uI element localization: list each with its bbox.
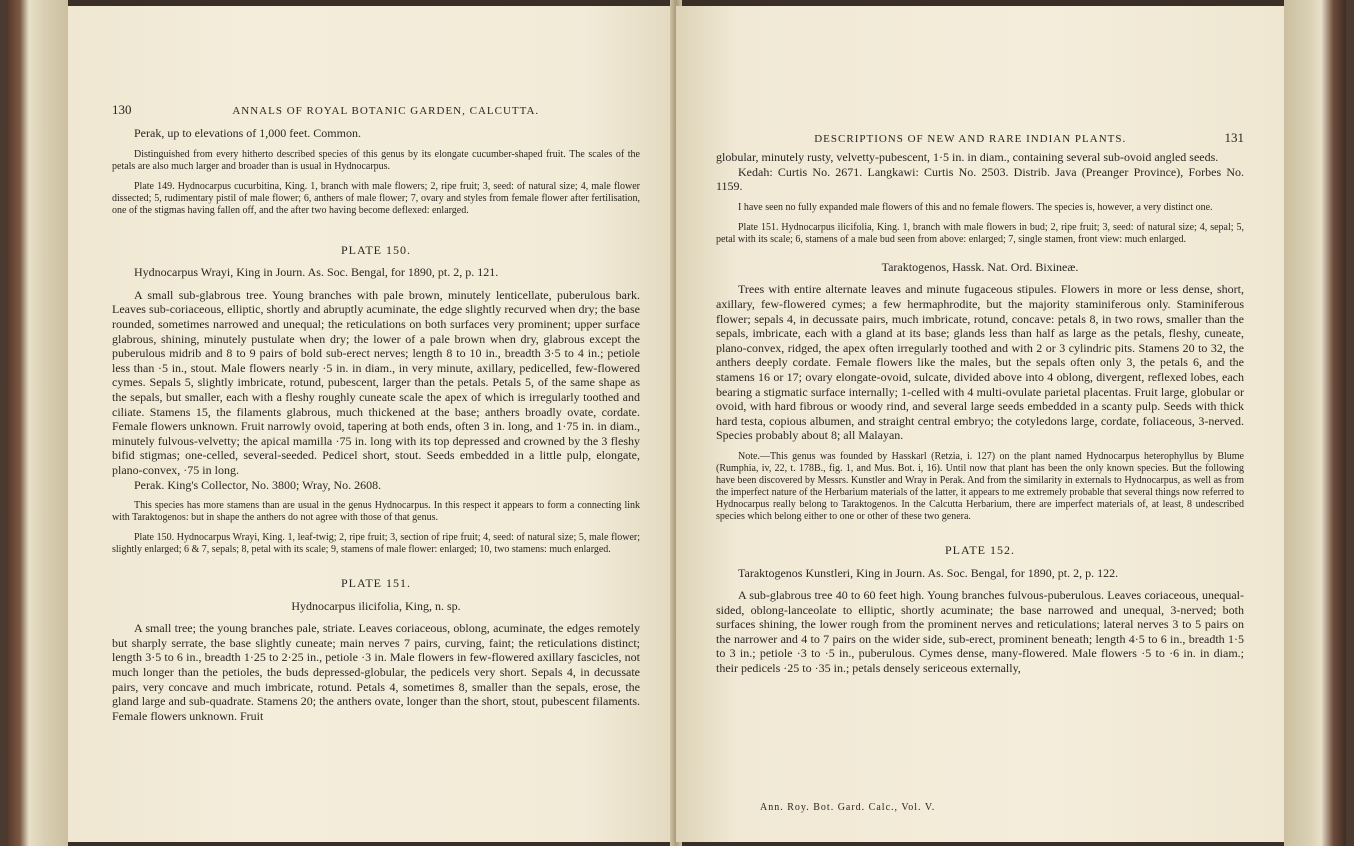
genus-description: Trees with entire alternate leaves and minute fugaceous stipules. Flowers in more or less dense, short, axillary, few-flowered cymes; a few hermaphrodite, but the majority staminiferous only. Staminiferous flower; sepals 4, in decussate pairs, much imbricate, rotund, concave: petals 8, in two rows, smaller than the sepals, imbricate, each with a gland at its base; glands less than half as large as the petals, fleshy, cuneate, plano-convex, ridged, the apex often irregularly toothed and with 2 or 3 cylindric pits. Stamens 20 to 32, the anthers deeply cordate. Female flowers like the males, but the sepals often only 3, the petals 6, and the stamens 16 or 17; ovary elongate-ovoid, sulcate, divided above into 4 oblong, divergent, reflexed lobes, each bearing a stigmatic surface internally; 1-celled with 4 multi-ovulate parietal placentas. Fruit large, globular or ovoid, with hard fibrous or woody rind, and several large seeds embedded in a scanty pulp. Seeds with thick hard testa, copious albumen, and straight central embryo; the cotyledons large, cordate, foliaceous, 3-nerved. Species probably about 8; all Malayan. bbox=[716, 282, 1244, 443]
species-150-description: A small sub-glabrous tree. Young branches with pale brown, minutely lenticellate, puberulous bark. Leaves sub-coriaceous, elliptic, shortly and abruptly acuminate, the edge slightly recurved when dry; the base rounded, sometimes narrowed and unequal; the reticulations on both surfaces very prominent; upper surface glabrous, shining, minutely pustulate when dry; the lower of a pale brown when dry, glabrous except the puberulous midrib and 8 to 9 pairs of bold sub-erect nerves; length 8 to 10 in., breadth 3·5 to 4 in.; petiole less than ·5 in., stout. Male flowers nearly ·5 in. in diam., in very minute, axillary, pedicelled, few-flowered cymes. Sepals 5, slightly imbricate, rotund, pubescent, larger than the petals. Petals 5, of the same shape as the sepals, but smaller, each with a fleshy roughly cuneate scale the apex of which is irregularly toothed and ciliate. Stamens 15, the filaments glabrous, much thickened at the base; anthers broadly ovate, cordate. Female flowers unknown. Fruit narrowly ovoid, tapering at both ends, often 3 in. long, and 1·75 in. in diam., minutely fulvous-velvetty; the apical mamilla ·75 in. long with its top depressed and crowned by the 3 fleshy bifid stigmas; one-celled, several-seeded. Pedicel short, stout. Seeds embedded in a little pulp, elongate, plano-convex, ·75 in long. bbox=[112, 287, 640, 477]
plate-150-title: PLATE 150. bbox=[341, 242, 411, 257]
plate-152-title: PLATE 152. bbox=[945, 542, 1015, 557]
species-150-locality: Perak. King's Collector, No. 3800; Wray, No. 2608. bbox=[134, 477, 382, 492]
species-151-heading: Hydnocarpus ilicifolia, King, n. sp. bbox=[291, 598, 461, 613]
genus-note: Note.—This genus was founded by Hasskarl (Retzia, i. 127) on the plant named Hydnocarpus heterophyllus by Blume (Rumphia, iv, 22, t. 178B., fig. 1, and Mus. Bot. i, 16). Until now that plant has been the only known species. But the following have been discovered by Messrs. Kunstler and Wray in Perak. And from the similarity in externals to Hydnocarpus, as well as from the imperfect nature of the Herbarium materials of the latter, it appears to me extremely probable that several things now referred to Hydnocarpus really belong to Taraktogenos. In the Calcutta Herbarium, there are imperfect materials of, at least, 8 undescribed species which belong either to one or other of these two genera. bbox=[716, 450, 1244, 522]
book-edge-left bbox=[8, 0, 68, 846]
plate-151-caption: Plate 151. Hydnocarpus ilicifolia, King. 1, branch with male flowers in bud; 2, ripe fruit; 3, seed: of natural size; 4, sepal; 5, petal with its scale; 6, stamens of a male bud seen from above: enlarged; 7, single stamen, front view: much enlarged. bbox=[716, 221, 1244, 245]
species-151-description: A small tree; the young branches pale, striate. Leaves coriaceous, oblong, acuminate, the edges remotely but sharply serrate, the base slightly cuneate; main nerves 7 pairs, curving, faint; the reticulations distinct; length 3·5 to 6 in., breadth 1·25 to 2·25 in., petiole ·3 in. Male flowers in few-flowered axillary fascicles, not much longer than the petioles, the buds depressed-globular, the pedicels very short. Sepals 4, in decussate pairs, very concave and much imbricate, rotund. Petals 4, sometimes 8, smaller than the sepals, erose, the gland large and sub-quadrate. Stamens 20; the anthers ovate, longer than the short, stout, pubescent filaments. Female flowers unknown. Fruit bbox=[112, 621, 640, 723]
book-spread bbox=[8, 0, 1346, 846]
right-running-head bbox=[716, 130, 1244, 146]
page-number-right: 131 bbox=[1224, 130, 1244, 145]
journal-footer: Ann. Roy. Bot. Gard. Calc., Vol. V. bbox=[760, 802, 936, 813]
species-151-note: I have seen no fully expanded male flowers of this and no female flowers. The species is, however, a very distinct one. bbox=[738, 201, 1213, 213]
species-152-description: A sub-glabrous tree 40 to 60 feet high. Young branches fulvous-puberulous. Leaves coriaceous, unequal-sided, oblong-lanceolate to elliptic, shortly acuminate; the base narrowed and unequal, 3-nerved; both surfaces shining, the lower rough from the prominent nerves and reticulations; lateral nerves 3 to 5 pairs on the narrower and 4 to 7 pairs on the wider side, sub-erect, prominent beneath; length 4·5 to 6 in., breadth 1·5 to 3 in.; petiole ·3 to ·5 in., puberulous. Cymes dense, many-flowered. Male flowers ·5 to ·6 in. in diam.; their pedicels ·25 to ·35 in.; petals densely sericeous externally, bbox=[716, 588, 1244, 676]
locality-paragraph: Perak, up to elevations of 1,000 feet. Common. bbox=[134, 126, 361, 140]
left-page bbox=[68, 6, 676, 842]
book-edge-right bbox=[1284, 0, 1346, 846]
page-number-left: 130 bbox=[112, 102, 132, 117]
left-running-head bbox=[112, 102, 640, 118]
species-150-note: This species has more stamens than are usual in the genus Hydnocarpus. In this respect it appears to form a connecting link with Taraktogenos: but in shape the anthers do not agree with those of that genus. bbox=[112, 500, 640, 524]
right-page bbox=[676, 6, 1284, 842]
species-152-heading: Taraktogenos Kunstleri, King in Journ. As. Soc. Bengal, for 1890, pt. 2, p. 122. bbox=[738, 565, 1119, 580]
kedah-locality: Kedah: Curtis No. 2671. Langkawi: Curtis No. 2503. Distrib. Java (Preanger Province), Forbes No. 1159. bbox=[716, 164, 1244, 194]
left-header-title: ANNALS OF ROYAL BOTANIC GARDEN, CALCUTTA. bbox=[232, 105, 540, 117]
plate-151-title: PLATE 151. bbox=[341, 576, 411, 591]
right-header-title: DESCRIPTIONS OF NEW AND RARE INDIAN PLANTS. bbox=[814, 133, 1127, 145]
fruit-continuation: globular, minutely rusty, velvetty-pubescent, 1·5 in. in diam., containing several sub-ovoid angled seeds. bbox=[716, 150, 1219, 164]
left-page-text bbox=[112, 126, 640, 723]
plate-150-caption: Plate 150. Hydnocarpus Wrayi, King. 1, leaf-twig; 2, ripe fruit; 3, section of ripe fruit; 4, seed: of natural size; 5, male flower; slightly enlarged; 6 & 7, sepals; 8, petal with its scale; 9, stamens of male flower: enlarged; 10, two stamens: much enlarged. bbox=[112, 532, 640, 556]
genus-heading: Taraktogenos, Hassk. Nat. Ord. Bixineæ. bbox=[881, 259, 1079, 274]
right-page-text bbox=[716, 150, 1244, 676]
species-150-heading: Hydnocarpus Wrayi, King in Journ. As. Soc. Bengal, for 1890, pt. 2, p. 121. bbox=[134, 265, 499, 280]
plate-149-caption: Plate 149. Hydnocarpus cucurbitina, King. 1, branch with male flowers; 2, ripe fruit; 3, seed: of natural size; 4, male flower dissected; 5, rudimentary pistil of male flower; 6, anthers of male flower; 7, ovary and styles from female flower after fertilisation, one of the stigmas having fallen off, and the after two having become deflexed: enlarged. bbox=[112, 180, 640, 216]
distinguishing-note: Distinguished from every hitherto described species of this genus by its elongate cucumber-shaped fruit. The scales of the petals are also much larger and broader than is usual in Hydnocarpus. bbox=[112, 148, 640, 172]
